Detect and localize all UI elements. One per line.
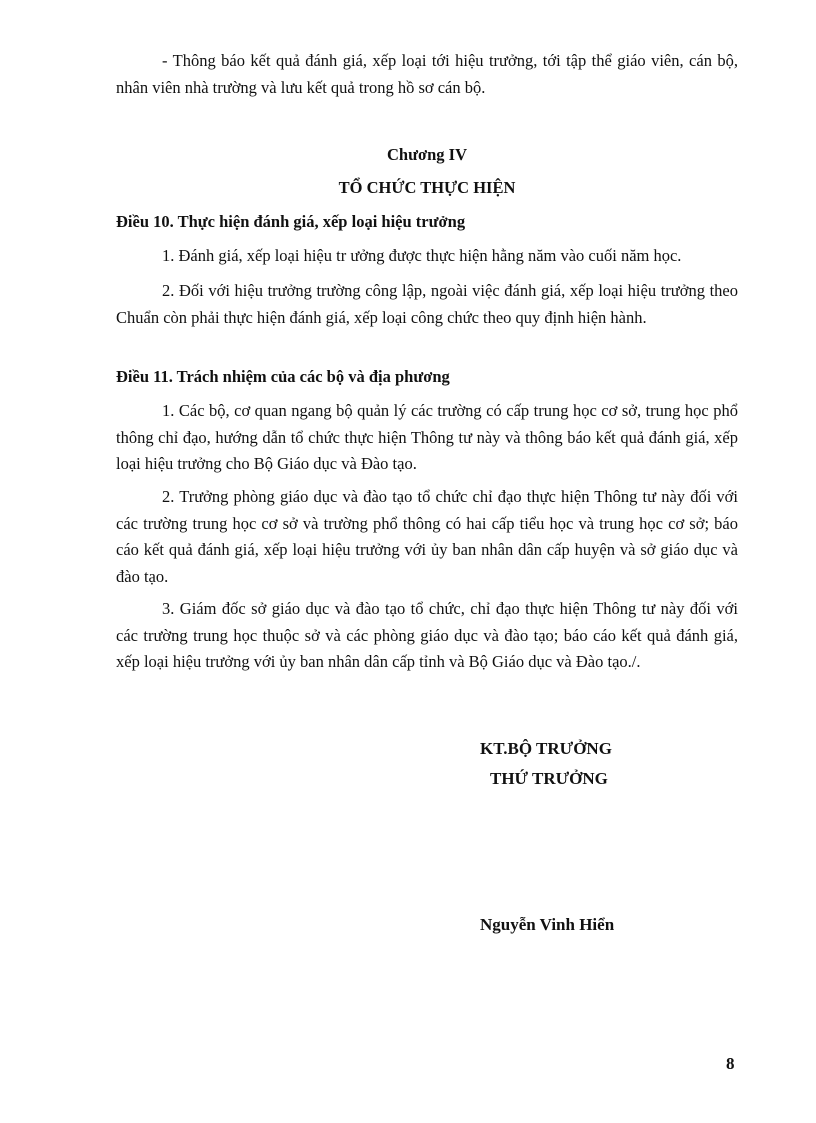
article-10-clause-1: 1. Đánh giá, xếp loại hiệu tr ưởng được thực hiện hằng năm vào cuối năm học. [162, 246, 682, 265]
article-11-clause-1: 1. Các bộ, cơ quan ngang bộ quản lý các trường có cấp trung học cơ sở, trung học phổ thông chỉ đạo, hướng dẫn tổ chức thực hiện Thông tư này và thông báo kết quả đánh giá, xếp loại hiệu trưởng cho Bộ Giáo dục và Đào tạo. [116, 401, 738, 473]
chapter-number: Chương IV [386, 145, 468, 164]
article-11-clause-3: 3. Giám đốc sở giáo dục và đào tạo tổ chức, chỉ đạo thực hiện Thông tư này đối với các trường trung học thuộc sở và các phòng giáo dục và đào tạo; báo cáo kết quả đánh giá, xếp loại hiệu trưởng với ủy ban nhân dân cấp tỉnh và Bộ Giáo dục và Đào tạo./. [116, 599, 738, 671]
intro-paragraph: - Thông báo kết quả đánh giá, xếp loại tới hiệu trưởng, tới tập thể giáo viên, cán bộ, nhân viên nhà trường và lưu kết quả trong hồ sơ cán bộ. [116, 51, 738, 97]
page-number: 8 [726, 1054, 735, 1073]
article-10-clause-2: 2. Đối với hiệu trưởng trường công lập, ngoài việc đánh giá, xếp loại hiệu trưởng theo Chuẩn còn phải thực hiện đánh giá, xếp loại công chức theo quy định hiện hành. [116, 281, 738, 327]
signature-title-1: KT.BỘ TRƯỞNG [480, 739, 612, 758]
article-10-heading: Điều 10. Thực hiện đánh giá, xếp loại hiệu trưởng [116, 212, 466, 231]
chapter-title: TỔ CHỨC THỰC HIỆN [338, 178, 516, 197]
signature-title-2: THỨ TRƯỞNG [490, 769, 608, 788]
article-11-clause-2: 2. Trưởng phòng giáo dục và đào tạo tổ chức chỉ đạo thực hiện Thông tư này đối với các trường trung học cơ sở và trường phổ thông có hai cấp tiểu học và trung học cơ sở; báo cáo kết quả đánh giá, xếp loại hiệu trưởng với ủy ban nhân dân cấp huyện và sở giáo dục và đào tạo. [116, 487, 738, 586]
signatory-name: Nguyễn Vinh Hiển [480, 915, 615, 934]
article-11-heading: Điều 11. Trách nhiệm của các bộ và địa phương [116, 367, 450, 386]
